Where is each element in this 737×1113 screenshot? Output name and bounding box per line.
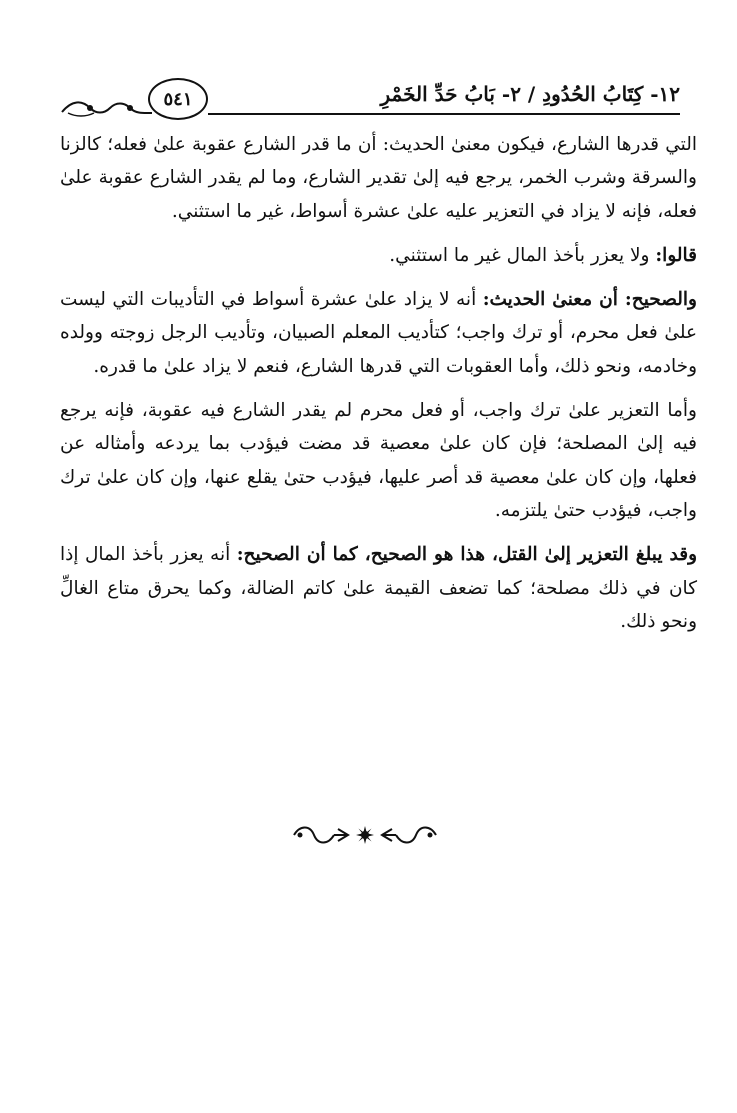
section-end-ornament-icon bbox=[290, 822, 440, 848]
body-text bbox=[60, 128, 697, 649]
paragraph-2-text: ولا يعزر بأخذ المال غير ما استثني. bbox=[389, 244, 656, 266]
paragraph-5-text: أنه يعزر بأخذ المال إذا كان في ذلك مصلحة؛ كما تضعف القيمة علىٰ كاتم الضالة، وكما يحرق متاع الغالِّ ونحو ذلك. bbox=[60, 544, 697, 632]
header-rule bbox=[208, 113, 680, 115]
paragraph-3-text: أنه لا يزاد علىٰ عشرة أسواط في التأديبات التي ليست علىٰ فعل محرم، أو ترك واجب؛ كتأديب المعلم الصبيان، وتأديب الرجل زوجته وولده وخادمه، ونحو ذلك، وأما العقوبات التي قدرها الشارع، فنعم لا يزاد علىٰ ما قدره. bbox=[60, 289, 697, 377]
paragraph-1: التي قدرها الشارع، فيكون معنىٰ الحديث: أن ما قدر الشارع عقوبة علىٰ فعله؛ كالزنا والسرقة وشرب الخمر، يرجع فيه إلىٰ تقدير الشارع، وما لم يقدر الشارع عقوبة علىٰ فعله، فإنه لا يزاد في التعزير عليه علىٰ عشرة أسواط، غير ما استثني. bbox=[60, 134, 697, 222]
chapter-title: ١٢- كِتَابُ الحُدُودِ / ٢- بَابُ حَدِّ الخَمْرِ bbox=[380, 82, 680, 106]
paragraph-4: وأما التعزير علىٰ ترك واجب، أو فعل محرم لم يقدر الشارع فيه عقوبة، فإنه يرجع فيه إلىٰ المصلحة؛ فإن كان علىٰ معصية قد مضت فيؤدب بما يردعه وأمثاله عن فعلها، وإن كان علىٰ معصية قد أصر عليها، فيؤدب حتىٰ يقلع عنها، وإن كان علىٰ ترك واجب، فيؤدب حتىٰ يلتزمه. bbox=[60, 400, 697, 521]
paragraph-2 bbox=[60, 239, 697, 272]
paragraph-2-lead: قالوا: bbox=[655, 244, 697, 266]
page-number: ٥٤١ bbox=[148, 78, 208, 120]
header-flourish-icon bbox=[60, 96, 152, 118]
paragraph-3 bbox=[60, 283, 697, 383]
page-header bbox=[60, 82, 680, 122]
paragraph-5 bbox=[60, 538, 697, 638]
paragraph-3-lead: والصحيح: أن معنىٰ الحديث: bbox=[482, 289, 697, 311]
paragraph-5-lead: وقد يبلغ التعزير إلىٰ القتل، هذا هو الصحيح، كما أن الصحيح: bbox=[236, 544, 697, 566]
